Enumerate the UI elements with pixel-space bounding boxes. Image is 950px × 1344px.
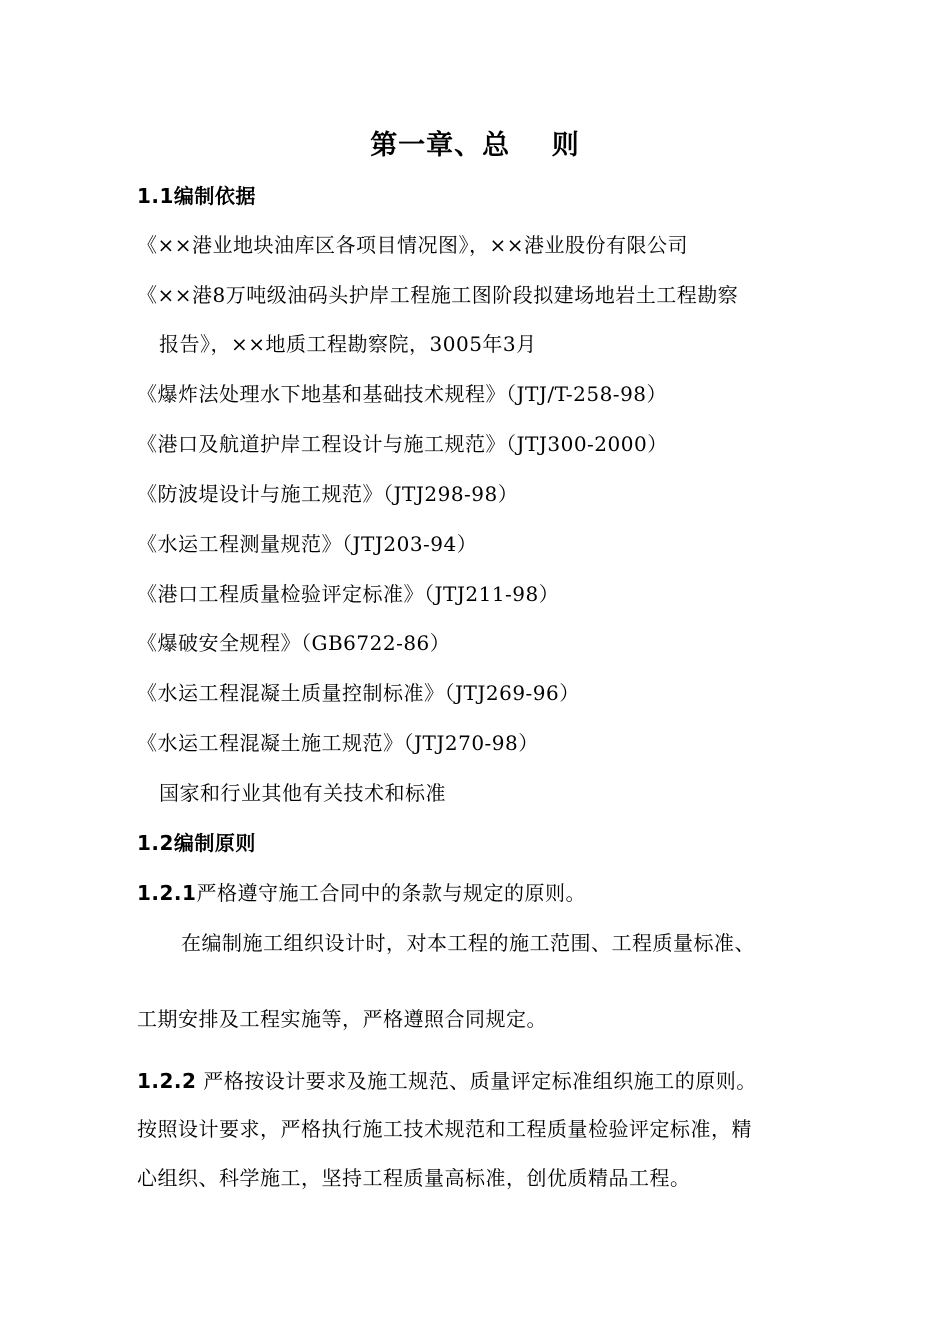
clause-body-line: 工期安排及工程实施等，严格遵照合同规定。 (137, 1007, 547, 1031)
clause-body-line: 在编制施工组织设计时，对本工程的施工范围、工程质量标准、 (181, 931, 755, 955)
clause-number: 1.2.1 (137, 881, 197, 905)
reference-item: 《××港业地块油库区各项目情况图》，××港业股份有限公司 (137, 233, 689, 257)
reference-item: 《××港8万吨级油码头护岸工程施工图阶段拟建场地岩土工程勘察 (137, 283, 739, 307)
chapter-title: 第一章、总 则 (370, 130, 580, 161)
clause-title: 严格按设计要求及施工规范、质量评定标准组织施工的原则。 (196, 1069, 757, 1093)
clause-body-line: 按照设计要求，严格执行施工技术规范和工程质量检验评定标准，精 (137, 1117, 752, 1141)
reference-item: 国家和行业其他有关技术和标准 (159, 781, 446, 805)
reference-item: 《爆炸法处理水下地基和基础技术规程》（JTJ/T-258-98） (137, 382, 668, 406)
reference-item: 《水运工程混凝土施工规范》（JTJ270-98） (137, 731, 539, 755)
reference-item: 《防波堤设计与施工规范》（JTJ298-98） (137, 482, 519, 506)
reference-item: 《港口工程质量检验评定标准》（JTJ211-98） (137, 582, 560, 606)
clause-1-2-1 (137, 879, 586, 907)
reference-item-continuation: 报告》，××地质工程勘察院，3005年3月 (159, 332, 537, 356)
clause-body-line: 心组织、科学施工，坚持工程质量高标准，创优质精品工程。 (137, 1166, 691, 1190)
reference-item: 《水运工程混凝土质量控制标准》（JTJ269-96） (137, 681, 580, 705)
section-1-1-heading: 1.1编制依据 (137, 184, 256, 208)
clause-number: 1.2.2 (137, 1069, 197, 1093)
reference-item: 《水运工程测量规范》（JTJ203-94） (137, 532, 478, 556)
section-1-2-heading: 1.2编制原则 (137, 831, 256, 855)
clause-1-2-2 (137, 1067, 757, 1095)
reference-item: 《港口及航道护岸工程设计与施工规范》（JTJ300-2000） (137, 432, 668, 456)
reference-item: 《爆破安全规程》（GB6722-86） (137, 631, 451, 655)
clause-title: 严格遵守施工合同中的条款与规定的原则。 (196, 881, 586, 905)
